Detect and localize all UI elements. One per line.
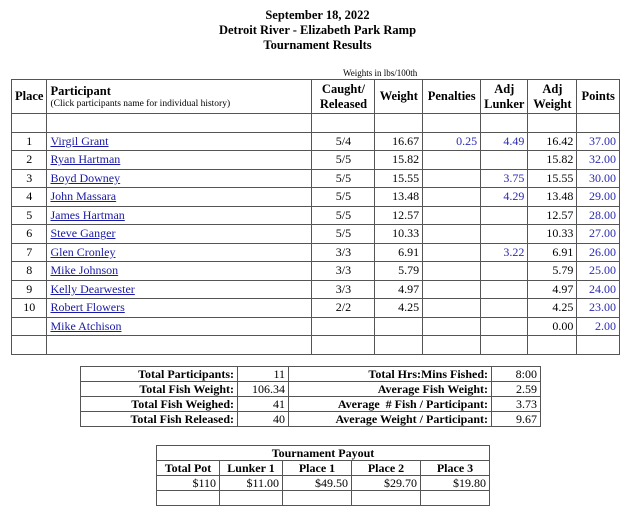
total-fish-weight-value: 106.34 — [238, 382, 289, 397]
avg-fish-per-value: 3.73 — [492, 397, 541, 412]
weight-cell: 6.91 — [375, 243, 423, 262]
col-participant-note: (Click participants name for individual history) — [50, 99, 231, 109]
payout-header-row — [157, 461, 490, 476]
report-location: Detroit River - Elizabeth Park Ramp — [218, 23, 417, 37]
caught-cell: 2/2 — [312, 299, 375, 318]
participant-cell — [47, 243, 312, 262]
participant-cell — [47, 151, 312, 170]
adj-lunker-cell — [481, 262, 528, 281]
adj-lunker-cell — [481, 299, 528, 318]
adj-lunker-cell — [481, 225, 528, 244]
penalties-cell — [423, 169, 481, 188]
total-fish-weight-label: Total Fish Weight: — [81, 382, 238, 397]
adj-lunker-cell: 4.29 — [481, 188, 528, 207]
summary-table — [80, 366, 541, 427]
spacer-row — [12, 114, 620, 133]
adj-weight-cell: 12.57 — [528, 206, 577, 225]
caught-cell: 5/5 — [312, 188, 375, 207]
participant-cell — [47, 206, 312, 225]
adj-weight-cell: 15.55 — [528, 169, 577, 188]
adj-lunker-cell: 3.22 — [481, 243, 528, 262]
payout-col-place-3: Place 3 — [421, 461, 490, 476]
place-cell: 6 — [12, 225, 47, 244]
report-subtitle: Tournament Results — [263, 38, 372, 52]
col-caught: Caught/ Released — [312, 80, 375, 114]
adj-weight-cell: 10.33 — [528, 225, 577, 244]
payout-col-lunker-1: Lunker 1 — [220, 461, 283, 476]
avg-weight-per-label: Average Weight / Participant: — [289, 412, 492, 427]
adj-lunker-cell — [481, 280, 528, 299]
participant-cell — [47, 169, 312, 188]
total-fish-released-label: Total Fish Released: — [81, 412, 238, 427]
caught-cell: 3/3 — [312, 262, 375, 281]
results-header-row — [12, 80, 620, 114]
col-place: Place — [12, 80, 47, 114]
adj-weight-cell: 5.79 — [528, 262, 577, 281]
col-participant — [47, 80, 312, 114]
weights-note: Weights in lbs/100th — [343, 68, 418, 78]
total-fish-weighed-label: Total Fish Weighed: — [81, 397, 238, 412]
caught-cell: 3/3 — [312, 280, 375, 299]
penalties-cell — [423, 299, 481, 318]
participant-cell — [47, 188, 312, 207]
participant-cell — [47, 132, 312, 151]
participant-link[interactable]: Glen Cronley — [50, 244, 116, 259]
adj-lunker-cell — [481, 206, 528, 225]
participant-link[interactable]: Kelly Dearwester — [50, 281, 135, 296]
spacer-row — [12, 336, 620, 355]
avg-fish-weight-value: 2.59 — [492, 382, 541, 397]
avg-fish-per-label: Average # Fish / Participant: — [289, 397, 492, 412]
participant-cell — [47, 280, 312, 299]
participant-cell — [47, 225, 312, 244]
result-row — [12, 225, 620, 244]
adj-weight-cell: 16.42 — [528, 132, 577, 151]
weight-cell: 10.33 — [375, 225, 423, 244]
result-row — [12, 169, 620, 188]
points-cell: 24.00 — [577, 280, 620, 299]
penalties-cell: 0.25 — [423, 132, 481, 151]
caught-cell — [312, 317, 375, 336]
points-cell: 37.00 — [577, 132, 620, 151]
payout-table — [156, 445, 490, 506]
place-cell: 4 — [12, 188, 47, 207]
col-points: Points — [577, 80, 620, 114]
penalties-cell — [423, 262, 481, 281]
participant-link[interactable]: Steve Ganger — [50, 226, 116, 241]
weight-cell: 4.97 — [375, 280, 423, 299]
payout-place-1: $49.50 — [283, 476, 352, 491]
participant-link[interactable]: Mike Atchison — [50, 318, 122, 333]
total-hrs-value: 8:00 — [492, 367, 541, 382]
payout-col-place-2: Place 2 — [352, 461, 421, 476]
result-row — [12, 243, 620, 262]
points-cell: 25.00 — [577, 262, 620, 281]
total-fish-weighed-value: 41 — [238, 397, 289, 412]
weight-cell: 5.79 — [375, 262, 423, 281]
caught-cell: 5/5 — [312, 169, 375, 188]
adj-weight-cell: 15.82 — [528, 151, 577, 170]
adj-lunker-cell: 4.49 — [481, 132, 528, 151]
penalties-cell — [423, 151, 481, 170]
participant-link[interactable]: Robert Flowers — [50, 300, 125, 315]
points-cell: 2.00 — [577, 317, 620, 336]
total-participants-value: 11 — [238, 367, 289, 382]
place-cell — [12, 317, 47, 336]
weight-cell: 16.67 — [375, 132, 423, 151]
adj-weight-cell: 4.25 — [528, 299, 577, 318]
col-weight: Weight — [375, 80, 423, 114]
result-row — [12, 262, 620, 281]
adj-weight-cell: 0.00 — [528, 317, 577, 336]
penalties-cell — [423, 206, 481, 225]
result-row — [12, 317, 620, 336]
penalties-cell — [423, 317, 481, 336]
points-cell: 28.00 — [577, 206, 620, 225]
result-row — [12, 299, 620, 318]
weight-cell: 13.48 — [375, 188, 423, 207]
penalties-cell — [423, 243, 481, 262]
result-row — [12, 188, 620, 207]
points-cell: 32.00 — [577, 151, 620, 170]
result-row — [12, 132, 620, 151]
adj-weight-cell: 13.48 — [528, 188, 577, 207]
payout-value-row — [157, 476, 490, 491]
place-cell: 3 — [12, 169, 47, 188]
payout-total-pot: $110 — [157, 476, 220, 491]
points-cell: 29.00 — [577, 188, 620, 207]
place-cell: 8 — [12, 262, 47, 281]
caught-cell: 5/4 — [312, 132, 375, 151]
participant-link[interactable]: James Hartman — [50, 207, 125, 222]
participant-cell — [47, 299, 312, 318]
weight-cell — [375, 317, 423, 336]
participant-cell — [47, 262, 312, 281]
place-cell: 7 — [12, 243, 47, 262]
adj-weight-cell: 4.97 — [528, 280, 577, 299]
col-participant-label: Participant — [50, 84, 111, 98]
place-cell: 9 — [12, 280, 47, 299]
result-row — [12, 206, 620, 225]
participant-link[interactable]: Mike Johnson — [50, 263, 119, 278]
col-adj-lunker: Adj Lunker — [481, 80, 528, 114]
place-cell: 5 — [12, 206, 47, 225]
place-cell: 1 — [12, 132, 47, 151]
avg-weight-per-value: 9.67 — [492, 412, 541, 427]
result-row — [12, 151, 620, 170]
participant-link[interactable]: Virgil Grant — [50, 133, 109, 148]
participant-link[interactable]: Ryan Hartman — [50, 152, 121, 167]
participant-cell — [47, 317, 312, 336]
col-adj-weight: Adj Weight — [528, 80, 577, 114]
total-participants-label: Total Participants: — [81, 367, 238, 382]
caught-cell: 5/5 — [312, 225, 375, 244]
report-date: September 18, 2022 — [265, 8, 370, 22]
place-cell: 2 — [12, 151, 47, 170]
place-cell: 10 — [12, 299, 47, 318]
caught-cell: 5/5 — [312, 151, 375, 170]
weight-cell: 4.25 — [375, 299, 423, 318]
payout-col-total-pot: Total Pot — [157, 461, 220, 476]
points-cell: 27.00 — [577, 225, 620, 244]
result-row — [12, 280, 620, 299]
payout-title: Tournament Payout — [157, 446, 490, 461]
adj-weight-cell: 6.91 — [528, 243, 577, 262]
weight-cell: 15.82 — [375, 151, 423, 170]
adj-lunker-cell — [481, 151, 528, 170]
total-hrs-label: Total Hrs:Mins Fished: — [289, 367, 492, 382]
participant-link[interactable]: Boyd Downey — [50, 170, 121, 185]
col-penalties: Penalties — [423, 80, 481, 114]
payout-col-place-1: Place 1 — [283, 461, 352, 476]
payout-empty-row — [157, 491, 490, 506]
participant-link[interactable]: John Massara — [50, 189, 117, 204]
penalties-cell — [423, 188, 481, 207]
penalties-cell — [423, 225, 481, 244]
caught-cell: 5/5 — [312, 206, 375, 225]
avg-fish-weight-label: Average Fish Weight: — [289, 382, 492, 397]
adj-lunker-cell — [481, 317, 528, 336]
caught-cell: 3/3 — [312, 243, 375, 262]
penalties-cell — [423, 280, 481, 299]
adj-lunker-cell: 3.75 — [481, 169, 528, 188]
points-cell: 30.00 — [577, 169, 620, 188]
points-cell: 26.00 — [577, 243, 620, 262]
payout-place-2: $29.70 — [352, 476, 421, 491]
payout-place-3: $19.80 — [421, 476, 490, 491]
weight-cell: 12.57 — [375, 206, 423, 225]
results-table — [11, 79, 620, 355]
points-cell: 23.00 — [577, 299, 620, 318]
payout-lunker-1: $11.00 — [220, 476, 283, 491]
total-fish-released-value: 40 — [238, 412, 289, 427]
weight-cell: 15.55 — [375, 169, 423, 188]
